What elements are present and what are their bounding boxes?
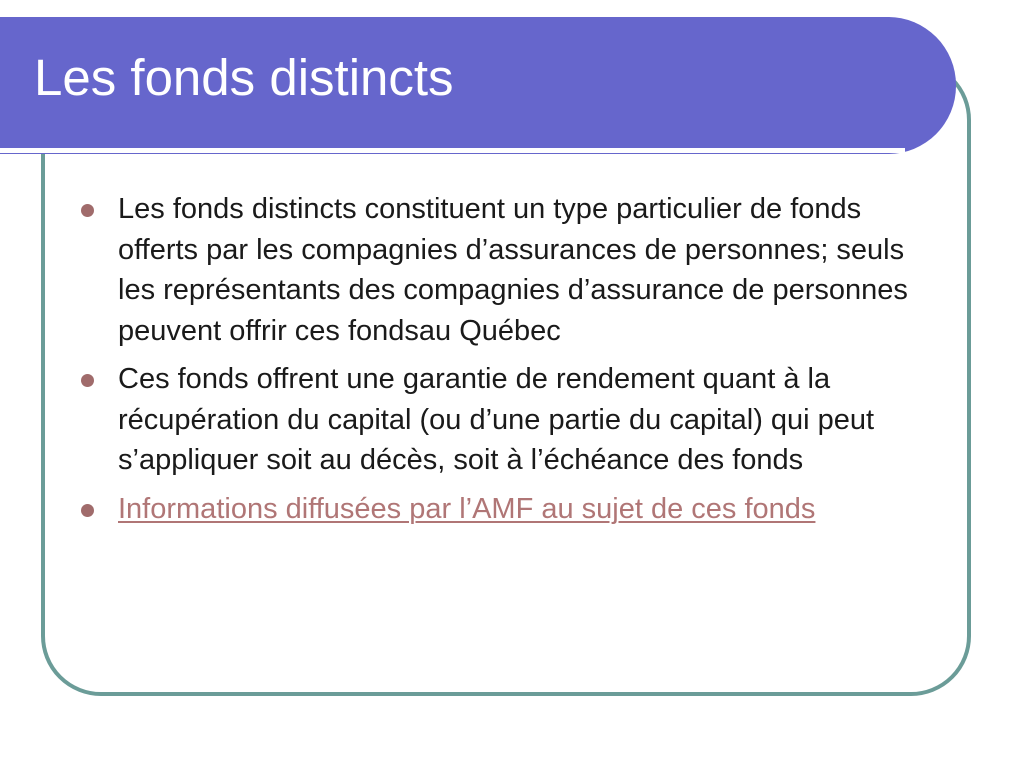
bullet-item-guarantee [78,359,948,481]
bullet-text: Les fonds distincts constituent un type particulier de fonds offerts par les compagnies d’assurances de personnes; seuls les représentants des compagnies d’assurance de personnes peuvent offrir ces fondsau Québec [118,193,908,347]
bullet-dot-icon [81,204,94,217]
bullet-item-amf-link [78,489,948,530]
title-underline [0,148,905,153]
bullet-text: Ces fonds offrent une garantie de rendement quant à la récupération du capital (ou d’une partie du capital) qui peut s’appliquer soit au décès, soit à l’échéance des fonds [118,363,875,476]
bullet-item-separate-funds [78,189,948,351]
bullet-list [78,189,948,537]
slide-title: Les fonds distincts [34,49,454,106]
bullet-dot-icon [81,504,94,517]
amf-info-link[interactable]: Informations diffusées par l’AMF au sujet de ces fonds [118,492,816,525]
bullet-dot-icon [81,374,94,387]
